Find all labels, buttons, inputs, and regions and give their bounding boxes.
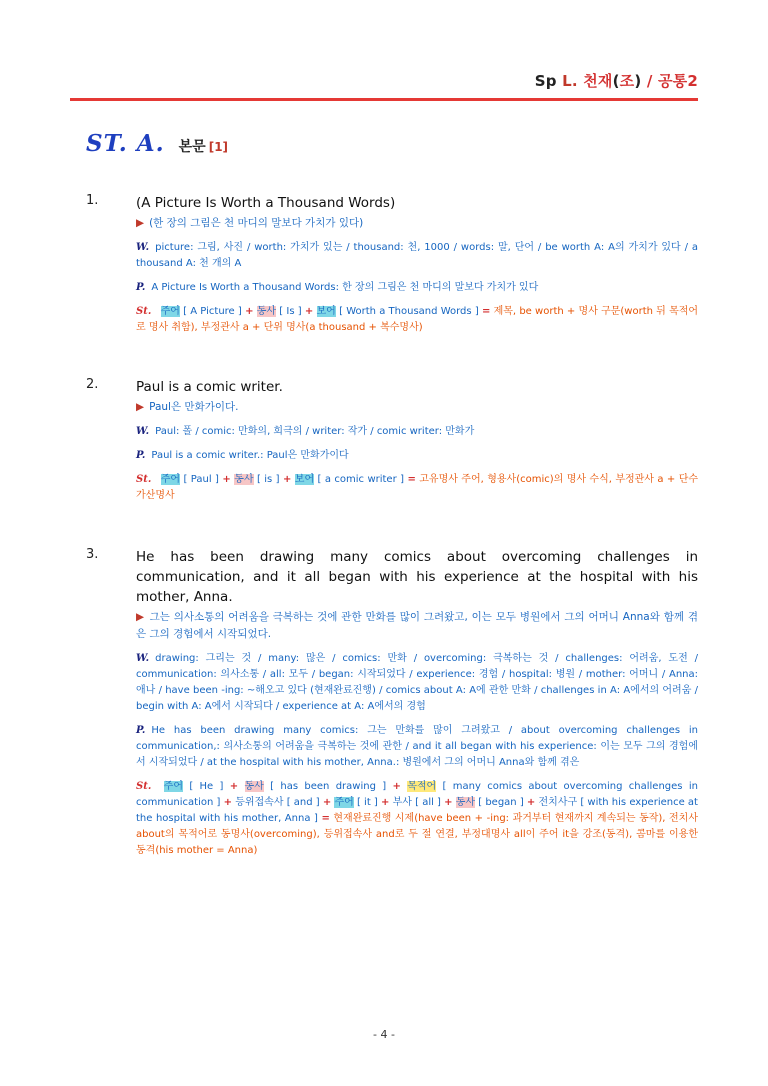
english-sentence: Paul is a comic writer.	[136, 379, 283, 395]
item-2	[86, 377, 698, 504]
item-number: 3.	[86, 547, 99, 562]
structure-block: St. 주어 [ He ] + 동사 [ has been drawing ] + 목적어 [ many comics about overcoming challenges in communication ] + 등위접속사 [ and ] + 주어 [ it ] + 부사 [ all ] + 동사 [ began ] + 전치사구 [ with his experience at the hospital with his mother, Anna ] = 현재완료진행 시제(have been + -ing: 과거부터 현재까지 계속되는 동작), 전치사 about의 목적어로 동명사(overcoming), 등위접속사 and로 두 절 연결, 부정대명사 all이 주어 it을 강조(동격), 콤마를 이용한 동격(his mother = Anna)	[136, 781, 699, 856]
p-label: P.	[136, 725, 146, 736]
structure-block: St. 주어 [ Paul ] + 동사 [ is ] + 보어 [ a comic writer ] = 고유명사 주어, 형용사(comic)의 명사 수식, 부정관사 a + 단수 가산명사	[136, 474, 699, 501]
header-slash: /	[641, 72, 658, 90]
triangle-icon: ▶	[136, 611, 145, 623]
phrase-block: P. He has been drawing many comics: 그는 만화를 많이 그려왔고 / about overcoming challenges in communication,: 의사소통의 어려움을 극복하는 것에 관한 / and it all began with his experience: 이는 모두 그의 경험에서 시작되었다 / at the hospital with his mother, Anna.: 병원에서 그의 어머니 Anna와 함께 겪은	[136, 725, 698, 768]
section-label: 본문	[178, 139, 206, 155]
translation: ▶ Paul은 만화가이다.	[136, 401, 239, 413]
section-title	[86, 130, 228, 157]
header-l: L.	[562, 72, 578, 90]
w-label: W.	[136, 426, 150, 437]
header-paren-close: )	[634, 72, 642, 90]
words-block: W. picture: 그림, 사진 / worth: 가치가 있는 / thousand: 천, 1000 / words: 말, 단어 / be worth A: A의 가치가 있다 / a thousand A: 천 개의 A	[136, 242, 698, 269]
item-3	[86, 547, 698, 859]
item-number: 1.	[86, 193, 99, 208]
w-label: W.	[136, 242, 150, 253]
p-label: P.	[136, 450, 146, 461]
header-paren-open: (	[612, 72, 620, 90]
translation: ▶ 그는 의사소통의 어려움을 극복하는 것에 관한 만화를 많이 그려왔고, 이는 모두 병원에서 그의 어머니 Anna와 함께 겪은 그의 경험에서 시작되었다.	[136, 611, 698, 640]
header-sp: Sp	[534, 72, 557, 90]
triangle-icon: ▶	[136, 401, 145, 413]
header-rule	[70, 98, 698, 101]
english-sentence: (A Picture Is Worth a Thousand Words)	[136, 195, 396, 211]
page-header	[535, 70, 698, 91]
w-label: W.	[136, 653, 150, 664]
s-label: St.	[136, 306, 152, 317]
p-label: P.	[136, 282, 146, 293]
structure-block: St. 주어 [ A Picture ] + 동사 [ Is ] + 보어 [ Worth a Thousand Words ] = 제목, be worth + 명사 구문(worth 뒤 목적어로 명사 취함), 부정관사 a + 단위 명사(a thousand + 복수명사)	[136, 306, 699, 333]
section-st: ST. A.	[86, 130, 165, 157]
english-sentence: He has been drawing many comics about overcoming challenges in communication, and it all began with his experience at the hospital with his mother, Anna.	[136, 549, 698, 605]
words-block: W. Paul: 폴 / comic: 만화의, 희극의 / writer: 작가 / comic writer: 만화가	[136, 426, 475, 437]
s-label: St.	[136, 781, 152, 792]
triangle-icon: ▶	[136, 217, 145, 229]
page-number: - 4 -	[373, 1028, 395, 1041]
translation: ▶ (한 장의 그림은 천 마디의 말보다 가치가 있다)	[136, 217, 364, 229]
header-author: 조	[619, 72, 635, 90]
item-number: 2.	[86, 377, 99, 392]
header-publisher: 천재	[583, 72, 613, 90]
s-label: St.	[136, 474, 152, 485]
words-block: W. drawing: 그리는 것 / many: 많은 / comics: 만화 / overcoming: 극복하는 것 / challenges: 어려움, 도전 / communication: 의사소통 / all: 모두 / began: 시작되었다 / experience: 경험 / hospital: 병원 / mother: 어머니 / Anna: 애나 / have been -ing: ~해오고 있다 (현재완료진행) / comics about A: A에 관한 만화 / challenges in A: A에서의 어려움 / begin with A: A에서 시작되다 / experience at A: A에서의 경험	[136, 653, 698, 712]
section-number: [1]	[208, 140, 229, 154]
phrase-block: P. A Picture Is Worth a Thousand Words: 한 장의 그림은 천 마디의 말보다 가치가 있다	[136, 282, 539, 293]
phrase-block: P. Paul is a comic writer.: Paul은 만화가이다	[136, 450, 349, 461]
item-1	[86, 193, 698, 336]
header-course: 공통2	[657, 72, 698, 90]
